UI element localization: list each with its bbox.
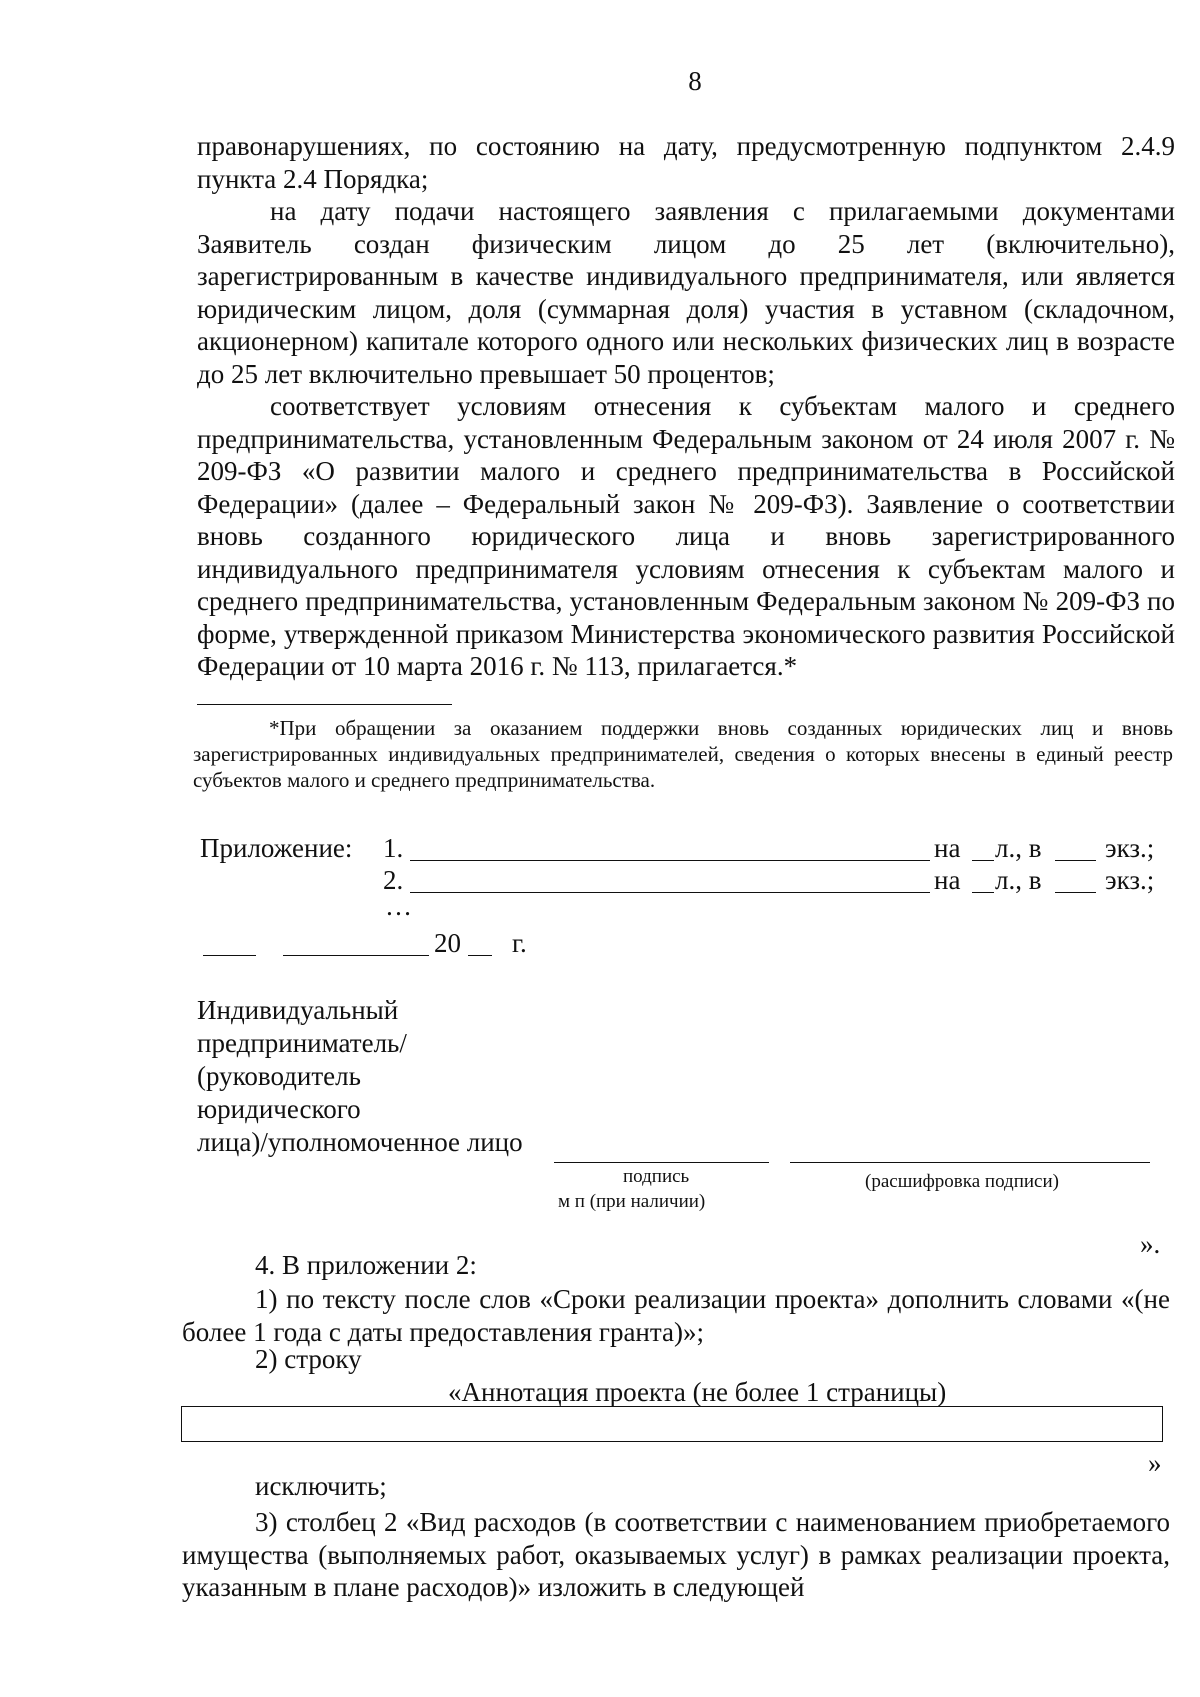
attachment-1-copies-field — [1055, 860, 1096, 861]
annotation-table-row — [181, 1406, 1163, 1442]
paragraph-applicant-age: на дату подачи настоящего заявления с прилагаемыми документами Заявитель создан физическим лицом до 25 лет (включительно), зарегистрированным в качестве индивидуального предпринимателя, или является юридическим лицом, доля (суммарная доля) участия в уставном (складочном, акционерном) капитале которого одного или нескольких физических лиц в возрасте до 25 лет включительно превышает 50 процентов; — [197, 196, 1175, 389]
attachment-1-sheets-field — [972, 860, 994, 861]
signatory-line-2: предприниматель/ — [197, 1028, 407, 1058]
attachment-2-sheets-field — [972, 892, 994, 893]
item-4-1: 1) по тексту после слов «Сроки реализации проекта» дополнить словами «(не более 1 года с даты предоставления гранта)»; — [182, 1284, 1170, 1347]
footnote: *При обращении за оказанием поддержки вновь созданных юридических лиц и вновь зарегистрированных индивидуальных предпринимателей, сведения о которых внесены в единый реестр субъектов малого и среднего предпринимательства. — [193, 716, 1173, 792]
attachment-2-na: на — [934, 865, 961, 895]
signatory-line-5: лица)/уполномоченное лицо — [197, 1127, 523, 1157]
item-4-heading: 4. В приложении 2: — [255, 1250, 477, 1280]
signatory-line-4: юридического — [197, 1094, 361, 1124]
attachment-2-number: 2. — [383, 865, 404, 895]
attachment-1-title-field — [410, 860, 930, 861]
attachment-1-number: 1. — [383, 833, 404, 863]
date-month-field — [283, 955, 429, 956]
annotation-row-caption: «Аннотация проекта (не более 1 страницы) — [448, 1377, 947, 1407]
signature-field — [554, 1162, 769, 1163]
closing-quote-2: » — [1148, 1448, 1162, 1478]
page-number: 8 — [688, 66, 702, 96]
signature-decode-caption: (расшифровка подписи) — [865, 1171, 1059, 1192]
exclude-text: исключить; — [255, 1471, 387, 1501]
signature-caption: подпись — [623, 1166, 690, 1187]
attachment-ellipsis: … — [385, 891, 412, 921]
attachment-2-copies-label: экз.; — [1105, 865, 1155, 895]
closing-quote-1: ». — [1140, 1229, 1161, 1259]
stamp-caption: м п (при наличии) — [558, 1191, 706, 1212]
attachment-2-title-field — [410, 892, 930, 893]
attachment-2-sheets-label: л., в — [995, 865, 1042, 895]
date-year-field — [468, 955, 492, 956]
date-year-suffix: г. — [512, 928, 527, 958]
attachment-2-copies-field — [1055, 892, 1096, 893]
attachment-label: Приложение: — [200, 833, 353, 863]
attachment-1-sheets-label: л., в — [995, 833, 1042, 863]
attachment-1-na: на — [934, 833, 961, 863]
item-4-3: 3) столбец 2 «Вид расходов (в соответствии с наименованием приобретаемого имущества (выполняемых работ, оказываемых услуг) в рамках реализации проекта, указанным в плане расходов)» изложить в следующей — [182, 1507, 1170, 1602]
signatory-line-1: Индивидуальный — [197, 995, 399, 1025]
paragraph-offenses: правонарушениях, по состоянию на дату, предусмотренную подпунктом 2.4.9 пункта 2.4 Порядка; — [197, 131, 1175, 194]
item-4-2: 2) строку — [255, 1344, 362, 1374]
date-day-field — [203, 955, 256, 956]
signature-decode-field — [790, 1162, 1150, 1163]
date-year-prefix: 20 — [434, 928, 461, 958]
paragraph-sme-conformity: соответствует условиям отнесения к субъектам малого и среднего предпринимательства, установленным Федеральным законом от 24 июля 2007 г. № 209-ФЗ «О развитии малого и среднего предпринимательства в Российской Федерации» (далее – Федеральный закон № 209-ФЗ). Заявление о соответствии вновь созданного юридического лица и вновь зарегистрированного индивидуального предпринимателя условиям отнесения к субъектам малого и среднего предпринимательства, установленным Федеральным законом № 209-ФЗ по форме, утвержденной приказом Министерства экономического развития Российской Федерации от 10 марта 2016 г. № 113, прилагается.* — [197, 391, 1175, 681]
footnote-separator — [197, 704, 452, 705]
signatory-line-3: (руководитель — [197, 1061, 361, 1091]
attachment-1-copies-label: экз.; — [1105, 833, 1155, 863]
